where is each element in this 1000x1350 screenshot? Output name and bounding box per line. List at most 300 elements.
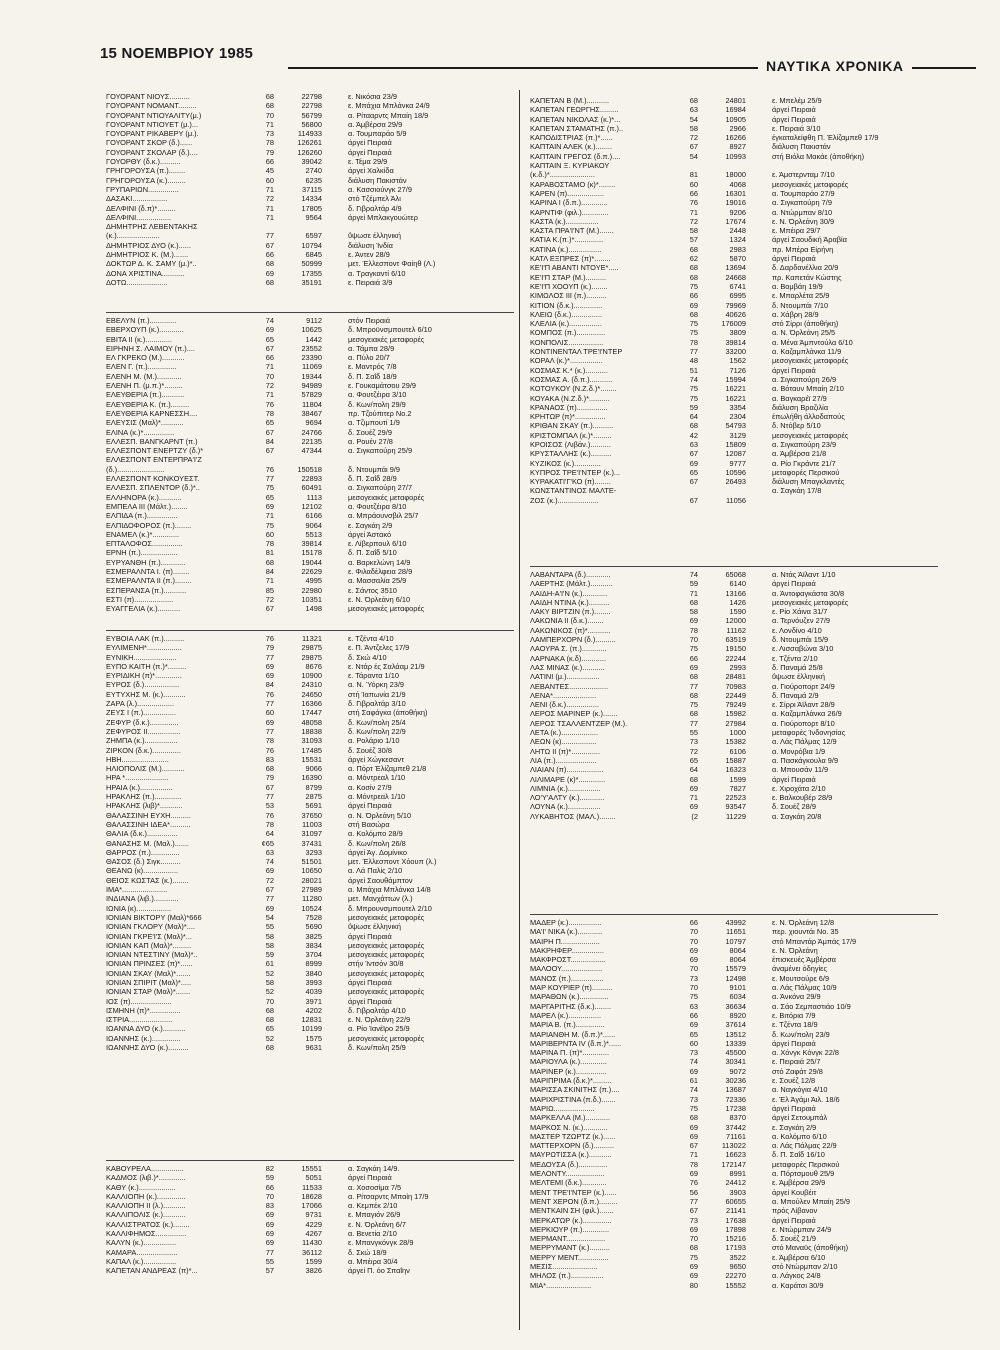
tonnage: 22980 [301,585,322,595]
tonnage: 12498 [725,973,746,983]
position-status: α. Άμβέρσα 21/8 [772,449,827,459]
build-year: 68 [265,557,274,567]
ship-row [530,431,938,440]
build-year: 69 [265,1219,274,1229]
column-divider [519,90,520,1330]
ship-row [106,530,514,539]
ship-row [106,811,514,820]
build-year: 69 [265,1229,274,1239]
position-status: μετ. Μανχάττων (λ.) [348,894,413,904]
position-status: α. Ρίτααρντς Μπαίη 18/9 [348,110,429,120]
position-status: δ. Π. Σαΐδ 5/10 [348,548,397,558]
ship-name: ΛΑΚΥ ΒΙΡΤΖΙΝ (π.)........ [530,607,611,617]
build-year: 69 [689,616,698,626]
ship-name: ΕΛ ΓΚΡΕΚΟ (Μ.)........... [106,353,185,363]
ship-name: ΜΑΡΙΑ Β. (π.).............. [530,1020,605,1030]
build-year: 58 [265,931,274,941]
ship-name: ΓΟΥΟΡΑΝΤ ΝΙΟΥΣ.......... [106,92,190,101]
position-status: δ. Σκώ 18/9 [348,1247,387,1257]
build-year: 73 [689,737,698,747]
tonnage: 4229 [305,1219,322,1229]
tonnage: 15382 [725,737,746,747]
tonnage: 1113 [306,492,322,502]
ship-name: ΓΡΥΠΑΡΙΩΝ............... [106,184,179,194]
tonnage: 5051 [305,1173,322,1183]
build-year: 73 [689,1048,698,1058]
ship-row [530,1262,938,1271]
ship-name: ΚΡΥΣΤΑΛΛΗΣ (κ.).......... [530,449,612,459]
build-year: 56 [689,1187,698,1197]
build-year: 69 [265,501,274,511]
tonnage: 37431 [301,838,322,848]
tonnage: 11321 [301,634,322,643]
position-status: α. Ντάς Άϊλαντ 1/10 [772,570,836,579]
build-year: 69 [689,1066,698,1076]
tonnage: 22135 [301,436,322,446]
ship-name: ΚΑΠΕΤΑΝ Β (Μ.)........... [530,96,610,105]
tonnage: 23390 [301,353,322,363]
tonnage: 35191 [301,277,322,287]
ship-name: ΗΛΙΟΠΟΛΙΣ (Μ.)........... [106,764,185,774]
ship-name: ΚΑΠΤΑΙΝ ΓΡΕΓΟΣ (δ.π.).... [530,151,621,161]
tonnage: 16390 [301,773,322,783]
tonnage: 31093 [301,736,322,746]
ship-name: ΜΑΡΙΟΥΛΑ (κ.)............. [530,1057,607,1067]
ship-row [530,765,938,774]
ship-name: ΕΛΕΝ Γ. (π.).............. [106,362,177,372]
ship-row [106,362,514,371]
tonnage: 10797 [725,936,746,946]
ship-name: ΛΥΚΑΒΗΤΟΣ (ΜΑΛ.)........ [530,811,616,821]
ship-row [106,92,514,101]
position-status: μεταφορές Ίνδονησίας [772,728,846,738]
ship-row [530,691,938,700]
build-year: 66 [689,188,698,198]
ship-name: ΕΒΙΤΑ ΙΙ (κ.)............. [106,334,172,344]
position-status: α. Ρολάριο 1/10 [348,736,400,746]
tonnage: 2448 [729,226,746,236]
tonnage: 8370 [729,1113,746,1123]
ship-name: ΛΙΛΙΜΑΡΕ (κ)*............. [530,774,606,784]
ship-name: ΛΑΕΡΤΗΣ (Μάλτ.)........... [530,579,613,589]
position-status: άργεί Πειραιά [348,1173,392,1183]
ship-row [530,263,938,272]
build-year: 57 [689,235,698,245]
build-year: 78 [265,138,274,148]
tonnage: 24801 [725,96,746,105]
position-status: άργεί Άστακό [348,529,392,539]
tonnage: 17355 [301,268,322,278]
ship-name: ΚΕ'Ι'Π ΑΒΑΝΤΙ ΝΤΟΥΕ*..... [530,263,619,273]
position-status: στό Ζαφάτ 29/8 [772,1066,823,1076]
ship-name: ΜΑ'Ι' ΝΙΚΑ (κ.)............ [530,927,603,937]
position-status: α. Χάβρη 28/9 [772,309,819,319]
build-year: 66 [265,353,274,363]
tonnage: 23552 [301,343,322,353]
tonnage: 4068 [729,179,746,189]
ship-row [530,1206,938,1215]
ship-row [530,654,938,663]
ship-row [106,409,514,418]
build-year: 69 [689,802,698,812]
tonnage: 24650 [301,689,322,699]
build-year: 63 [689,105,698,115]
build-year: 42 [689,430,698,440]
ship-row [106,344,514,353]
position-status: α. Μονρόβια 1/9 [772,746,826,756]
tonnage: 30341 [725,1057,746,1067]
position-status: μεσογειακές μεταφορές [772,179,849,189]
ship-name: ΕΛΛΗΝΟΡΑ (κ.)........... [106,492,182,502]
build-year: 69 [265,717,274,727]
tonnage: 79249 [725,700,746,710]
ship-name: ΕΥΡΥΑΝΘΗ (π.)............ [106,557,186,567]
position-status: ε. Άμβέρσα 29/9 [772,1178,826,1188]
build-year: 67 [265,446,274,456]
build-year: 68 [265,1015,274,1025]
ship-name: ΕΛΕΝΗ Π. (μ.π.)*......... [106,381,183,391]
position-status: ε. Πειραιά 25/7 [772,1057,821,1067]
ship-row [106,241,514,250]
ship-name: ΗΡΑΙΑ (κ.)................ [106,782,173,792]
ship-name: ΚΑΠΤΑΙΝ Ξ. ΚΥΡΙΑΚΟΥ [530,161,610,171]
build-year: 65 [265,418,274,428]
ship-name: ΘΕΙΟΣ ΚΩΣΤΑΣ (κ.)........ [106,875,189,885]
position-status: ε. Μπαρλέτα 25/9 [772,291,830,301]
ship-name: ΚΙΤΙΟΝ (δ.κ.).............. [530,300,603,310]
tonnage: 7528 [305,912,322,922]
ship-name: ΚΡΟΙΣΟΣ (Λιβάν.).......... [530,439,611,449]
build-year: 67 [689,1206,698,1216]
ship-name: ΕΥΒΟΙΑ ΛΑΚ (π.).......... [106,634,185,643]
ship-name: ΜΑΡΕΛ (κ.)................ [530,1010,602,1020]
position-status: πρός Λίβανον [772,1206,818,1216]
position-status: δ. Παναμά 2/9 [772,690,819,700]
build-year: 70 [689,927,698,937]
issue-date: 15 ΝΟΕΜΒΡΙΟΥ 1985 [100,45,254,62]
tonnage: 39814 [301,539,322,549]
position-status: άργεί Χαλκίδα [348,166,394,176]
build-year: 78 [689,625,698,635]
tonnage: 29875 [301,652,322,662]
build-year: 64 [689,412,698,422]
ship-name: ΛΑΒΑΝΤΑΡΑ (δ.)............ [530,570,611,579]
ship-row [106,194,514,203]
ship-row [530,793,938,802]
tonnage: 39814 [725,337,746,347]
tonnage: 50999 [301,259,322,269]
build-year: 78 [265,819,274,829]
position-status: ε. Τζέντα 4/10 [348,634,394,643]
tonnage: 26493 [725,477,746,487]
ship-name: ΜΙΑ*...................... [530,1280,592,1290]
ship-row [106,483,514,492]
build-year: 72 [689,216,698,226]
position-status: δ. Κων/πολη 23/9 [772,1029,830,1039]
ship-row [106,120,514,129]
ship-name: ΛΑΚΩΝΙΑ ΙΙ (δ.κ.)........ [530,616,604,626]
ship-name: ΙΟΝΙΑΝ ΣΠΙΡΙΤ (Μαλ)*..... [106,977,192,987]
build-year: 71 [265,203,274,213]
build-year: 79 [265,773,274,783]
tonnage: 3293 [305,847,322,857]
ship-name: ΛΑΤΙΝΙ (μ.)................ [530,672,600,682]
build-year: 78 [689,1159,698,1169]
tonnage: 10351 [301,594,322,604]
build-year: 75 [689,644,698,654]
position-status: ε. Πειραιά 3/9 [348,277,393,287]
build-year: 65 [265,492,274,502]
ship-row [106,876,514,885]
position-status: α. Μπράουνσβιλ 25/7 [348,511,419,521]
position-status: ε. Ν. Όρλεάνη 6/7 [348,1219,407,1229]
ship-name: ΚΑΡΝΤΙΦ (φιλ.)............. [530,207,609,217]
ship-name: ΛΑΟΥΡΑ Σ. (π.)............ [530,644,607,654]
ship-row [530,394,938,403]
ship-name: ΙΟΝΙΑΝ ΚΑΠ (Μαλ)*......... [106,940,192,950]
position-status: δ. Μπρουνσμπουτελ 2/10 [348,903,432,913]
position-status: στό Σίρρι (άποθήκη) [772,319,839,329]
ship-name: ΛΙΑ (π.).................... [530,755,597,765]
ship-name: ΚΑΣΤΑ ΠΡΑ'Ι'ΝΤ (Μ.)....... [530,226,614,236]
ship-name: ΜΑΥΡΩΤΙΣΣΑ (κ.)........... [530,1150,612,1160]
tonnage: 11056 [725,495,746,505]
position-status: πρ. Μπέρα Είρήνη [772,244,834,254]
tonnage: 14334 [301,194,322,204]
position-status: άργεί Πειραιά [772,105,816,115]
ship-row [106,792,514,801]
ship-name: ΕΛΕΥΘΕΡΙΑ Κ. (π.)......... [106,399,190,409]
build-year: 69 [265,671,274,681]
build-year: 77 [689,718,698,728]
ship-name: ΕΥΤΥΧΗΣ Μ. (κ.)........... [106,689,186,699]
ship-name: ΕΥΑΓΓΕΛΙΑ (κ.)........... [106,604,181,614]
ship-name: ΛΑΙΔΗ ΝΤΙΝΑ (κ.).......... [530,597,610,607]
tonnage: 126260 [297,147,322,157]
ship-name: ΛΙΑΙΑΝ (π).................. [530,765,604,775]
tonnage: 1324 [729,235,746,245]
ship-name: ΚΑΛΛΙΟΠΗ ΙΙ (λ.)........... [106,1201,186,1211]
tonnage: 6995 [729,291,746,301]
position-status: ε. Τζέντα 18/9 [772,1020,818,1030]
ship-name: ΚΑΠΕΤΑΝ ΑΝΔΡΕΑΣ (π)*... [106,1266,198,1276]
build-year: 54 [689,151,698,161]
ship-row [530,719,938,728]
ship-row [530,1160,938,1169]
position-status: ε. Μουτσούρε 6/9 [772,973,830,983]
position-status: έγκαταλείφθη Π. Έλίζαμπεθ 17/9 [772,133,879,143]
position-status: ε. Μπανγκόνγκ 28/9 [348,1238,414,1248]
ship-block-e [106,312,514,614]
build-year: 75 [689,281,698,291]
tonnage: 17066 [301,1201,322,1211]
tonnage: 40626 [725,309,746,319]
build-year: 69 [265,866,274,876]
ship-name: ΜΕΝΤΚΑΙΝ ΣΗ (φιλ.)....... [530,1206,614,1216]
ship-row [530,449,938,458]
build-year: ¢65 [261,838,274,848]
build-year: 64 [265,829,274,839]
tonnage: 8999 [305,959,322,969]
tonnage: 13687 [725,1085,746,1095]
ship-name: ΜΑΡΙΩ.................... [530,1103,595,1113]
ship-row [530,1216,938,1225]
ship-name: ΗΡΑΚΛΗΣ (λιβ)*........... [106,801,183,811]
tonnage: 18000 [725,170,746,180]
build-year: 65 [265,1024,274,1034]
position-status: ε. Ν. Όρλεάνη [772,945,818,955]
position-status: α. Ρουέν 27/8 [348,436,393,446]
position-status: α. Καζαμπλάνκα 26/9 [772,709,842,719]
build-year: 72 [689,133,698,143]
ship-row [530,927,938,936]
build-year: 73 [689,1094,698,1104]
ship-row [530,477,938,486]
tonnage: 33200 [725,347,746,357]
position-status: έπισκευές Άμβέρσα [772,955,836,965]
ship-row [106,653,514,662]
ship-row [530,347,938,356]
ship-row [106,1229,514,1238]
build-year: 60 [265,708,274,718]
build-year: 83 [265,754,274,764]
ship-row [106,372,514,381]
ship-row [530,983,938,992]
ship-row [106,1220,514,1229]
tonnage: 15579 [725,964,746,974]
build-year: 77 [265,726,274,736]
tonnage: 3840 [305,968,322,978]
build-year: 68 [265,1043,274,1053]
ship-block-ma [530,914,938,1290]
position-status: ε. Νικόσια 23/9 [348,92,398,101]
build-year: 72 [265,875,274,885]
build-year: 59 [265,1173,274,1183]
ship-name: ΜΑΡΙΝΕΡ (κ.)............... [530,1066,607,1076]
position-status: άργεί Πειραιά [772,1038,816,1048]
ship-name: ΕΛΛΕΣΠ. ΣΠΛΕΝΤΟΡ (δ.)*.. [106,483,200,493]
build-year: 68 [689,421,698,431]
ship-row [106,1173,514,1182]
ship-row [530,598,938,607]
position-status: άργεί Πειραιά [348,801,392,811]
tonnage: 3993 [305,977,322,987]
tonnage: 11430 [301,1238,322,1248]
position-status: α. Σαγκάη 17/8 [772,486,822,496]
ship-name: ΛΕΡΟΣ ΤΣΑΛΛΕΝΤΖΕΡ (Μ.). [530,718,628,728]
tonnage: 15887 [725,755,746,765]
build-year: 77 [265,792,274,802]
position-status: α. Γιούροπορτ 8/10 [772,718,835,728]
position-status: ε. Βιτόρια 7/9 [772,1010,816,1020]
tonnage: 56800 [301,119,322,129]
ship-row [530,459,938,468]
position-status: α. Πασκάγκουλα 9/9 [772,755,839,765]
ship-row [106,157,514,166]
build-year: 75 [689,384,698,394]
build-year: 54 [689,114,698,124]
build-year: 71 [265,184,274,194]
tonnage: 4202 [305,1005,322,1015]
tonnage: 10625 [301,325,322,335]
build-year: 68 [265,1005,274,1015]
ship-name: ΜΑΝΟΣ (π.)................ [530,973,604,983]
position-status: ε. Ν. Όρλεάνη 30/9 [772,216,835,226]
ship-row [530,421,938,430]
position-status: ΰψωσε έλληνική [348,922,401,932]
ship-row [106,736,514,745]
ship-row [106,111,514,120]
tonnage: 7827 [729,783,746,793]
ship-name: ΕΥΛΙΜΕΝΗ*................. [106,643,182,653]
ship-name: ΕΛΕΝΗ Μ. (Μ.)............ [106,371,182,381]
ship-row [106,922,514,931]
position-status: α. Λάγκος 24/8 [772,1271,821,1281]
build-year: 67 [265,782,274,792]
position-status: α. Βαγκαρέϊ 27/9 [772,393,827,403]
ship-name: ΚΑΠΕΤΑΝ ΓΕΩΡΓΗΣ......... [530,105,619,115]
ship-row [106,539,514,548]
ship-row [530,955,938,964]
build-year: 68 [689,1113,698,1123]
ship-row [106,213,514,222]
build-year: 68 [689,672,698,682]
ship-row [106,185,514,194]
position-status: στό Μαναϋς (άποθήκη) [772,1243,849,1253]
tonnage: 22798 [301,92,322,101]
position-status: ε. Σουέζ 12/8 [772,1076,816,1086]
build-year: 72 [689,746,698,756]
build-year: 67 [689,142,698,152]
ship-row [530,254,938,263]
position-status: δ. Σουέζ 28/9 [772,802,816,812]
build-year: 69 [265,325,274,335]
tonnage: 11804 [301,399,322,409]
position-status: διάλυση Ίνδία [348,240,393,250]
tonnage: 57829 [301,390,322,400]
build-year: 77 [265,652,274,662]
build-year: 70 [265,996,274,1006]
ship-name: ΙΩΝΙΑ (κ)................. [106,903,172,913]
build-year: 59 [689,402,698,412]
position-status: α. Σιγκαπούρη 27/7 [348,483,413,493]
build-year: 81 [265,548,274,558]
ship-row [530,403,938,412]
ship-name: ΚΛΕΙΩ (δ.κ.)............... [530,309,603,319]
position-status: δ. Ντουμπάι 9/9 [348,464,401,474]
build-year: 66 [265,1182,274,1192]
ship-row [530,709,938,718]
ship-row [106,848,514,857]
build-year: 69 [689,1261,698,1271]
ship-row [530,1095,938,1104]
build-year: 68 [689,709,698,719]
ship-name: ΚΑΡΑΒΟΣΤΑΜΟ (κ)*........ [530,179,616,189]
build-year: 70 [689,1234,698,1244]
position-status: ε. Σαγκάη 2/9 [348,520,393,530]
ship-name: (κ.)..................... [106,231,160,241]
ship-block-kap-kon [530,96,938,505]
ship-row [530,1271,938,1280]
tonnage: 79969 [725,300,746,310]
build-year: 67 [265,343,274,353]
ship-row [106,997,514,1006]
build-year: (2 [691,811,698,821]
ship-name: ΕΒΕΡΧΟΥΠ (κ.)............ [106,325,184,335]
block-separator [530,566,938,567]
ship-row [530,644,938,653]
position-status: ε. Μπελέμ 25/9 [772,96,822,105]
